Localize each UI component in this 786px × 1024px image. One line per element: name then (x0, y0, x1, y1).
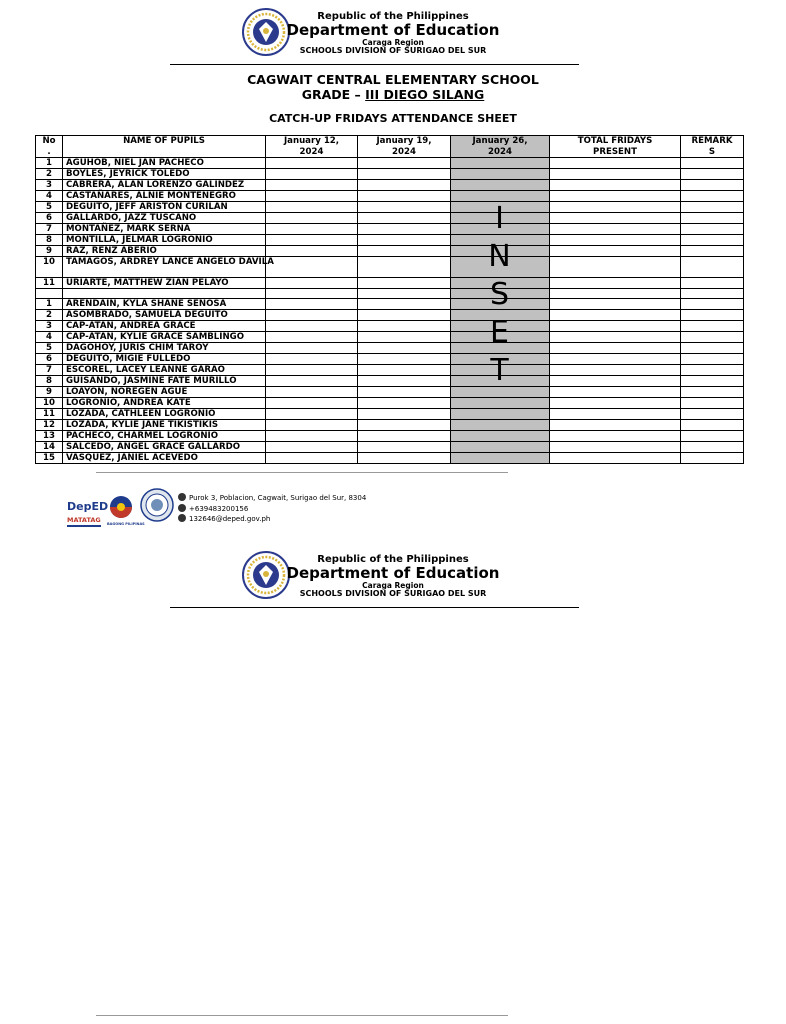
row-number: 5 (36, 202, 63, 213)
total-cell (550, 332, 681, 343)
pupil-name: ASOMBRADO, SAMUELA DEGUITO (63, 310, 266, 321)
remarks-cell (681, 365, 744, 376)
row-number: 12 (36, 420, 63, 431)
attendance-cell-date-2 (358, 431, 451, 442)
table-row (36, 343, 744, 354)
pupil-name: DEGUITO, JEFF ARISTON CURILAN (63, 202, 266, 213)
footer-address: Purok 3, Poblacion, Cagwait, Surigao del Sur, 8304 (189, 494, 367, 502)
attendance-cell-date-2 (358, 257, 451, 278)
total-cell (550, 213, 681, 224)
pupil-name: MONTILLA, JELMAR LOGRONIO (63, 235, 266, 246)
republic-label: Republic of the Philippines (317, 11, 469, 22)
remarks-cell (681, 278, 744, 289)
attendance-cell-date-2 (358, 169, 451, 180)
phone-icon (178, 504, 186, 512)
region-label: Caraga Region (362, 581, 424, 591)
pupil-name: MONTAÑEZ, MARK SERNA (63, 224, 266, 235)
table-row (36, 354, 744, 365)
remarks-cell (681, 169, 744, 180)
attendance-cell-date-1 (266, 191, 358, 202)
attendance-cell-date-1 (266, 158, 358, 169)
attendance-cell-date-2 (358, 354, 451, 365)
attendance-cell-date-1 (266, 409, 358, 420)
row-number: 14 (36, 442, 63, 453)
attendance-cell-date-2 (358, 246, 451, 257)
row-number: 13 (36, 431, 63, 442)
attendance-cell-date-1 (266, 246, 358, 257)
row-number: 5 (36, 343, 63, 354)
pupil-name: RAZ, RENZ ABERIO (63, 246, 266, 257)
total-cell (550, 409, 681, 420)
attendance-cell-date-1 (266, 420, 358, 431)
attendance-cell-date-2 (358, 278, 451, 289)
pupil-name: AGUHOB, NIEL JAN PACHECO (63, 158, 266, 169)
pupil-name: VASQUEZ, JANIEL ACEVEDO (63, 453, 266, 464)
attendance-cell-date-1 (266, 398, 358, 409)
deped-seal-icon (242, 551, 290, 599)
row-number: 11 (36, 409, 63, 420)
separator-row (36, 289, 744, 299)
table-row (36, 191, 744, 202)
total-cell (550, 376, 681, 387)
pupil-name: LOZADA, CATHLEEN LOGRONIO (63, 409, 266, 420)
attendance-cell-date-2 (358, 235, 451, 246)
pupil-name: GUISANDO, JASMINE FATE MURILLO (63, 376, 266, 387)
attendance-cell-date-1 (266, 180, 358, 191)
total-cell (550, 191, 681, 202)
remarks-cell (681, 354, 744, 365)
table-row (36, 299, 744, 310)
row-number: 7 (36, 365, 63, 376)
attendance-cell-date-2 (358, 180, 451, 191)
footer (60, 490, 380, 530)
total-cell (550, 202, 681, 213)
bagong-logo-text: BAGONG PILIPINAS (107, 522, 145, 526)
remarks-cell (681, 246, 744, 257)
attendance-cell-date-1 (266, 376, 358, 387)
school-seal-icon (140, 488, 174, 522)
inset-letter: T (490, 353, 509, 388)
row-number: 7 (36, 224, 63, 235)
attendance-cell-date-1 (266, 453, 358, 464)
inset-vertical-label (450, 200, 549, 390)
attendance-cell-date-2 (358, 453, 451, 464)
pupil-name: LOZADA, KYLIE JANE TIKISTIKIS (63, 420, 266, 431)
row-number: 2 (36, 169, 63, 180)
attendance-cell-date-3 (451, 420, 550, 431)
attendance-cell-date-1 (266, 343, 358, 354)
remarks-cell (681, 376, 744, 387)
col-header-total: TOTAL FRIDAYS PRESENT (550, 136, 681, 158)
attendance-cell-date-2 (358, 343, 451, 354)
table-row (36, 213, 744, 224)
remarks-cell (681, 453, 744, 464)
attendance-cell-date-1 (266, 169, 358, 180)
remarks-cell (681, 158, 744, 169)
col-header-date-1: January 12, 2024 (266, 136, 358, 158)
attendance-cell-date-2 (358, 409, 451, 420)
row-number: 15 (36, 453, 63, 464)
table-row (36, 202, 744, 213)
total-cell (550, 224, 681, 235)
attendance-cell-date-2 (358, 321, 451, 332)
total-cell (550, 278, 681, 289)
total-cell (550, 169, 681, 180)
region-label: Caraga Region (362, 38, 424, 48)
attendance-cell-date-1 (266, 354, 358, 365)
table-row (36, 453, 744, 464)
attendance-cell-date-3 (451, 180, 550, 191)
attendance-cell-date-1 (266, 235, 358, 246)
table-row (36, 409, 744, 420)
letterhead-divider (170, 64, 579, 65)
remarks-cell (681, 409, 744, 420)
letterhead-second-page (0, 543, 768, 613)
remarks-cell (681, 299, 744, 310)
attendance-cell-date-2 (358, 158, 451, 169)
table-row (36, 387, 744, 398)
attendance-cell-date-3 (451, 398, 550, 409)
remarks-cell (681, 235, 744, 246)
attendance-cell-date-1 (266, 278, 358, 289)
inset-letter: S (489, 277, 510, 312)
location-icon (178, 493, 186, 501)
attendance-cell-date-1 (266, 213, 358, 224)
total-cell (550, 442, 681, 453)
attendance-cell-date-2 (358, 420, 451, 431)
deped-matatag-logo-icon (66, 496, 109, 530)
total-cell (550, 453, 681, 464)
attendance-cell-date-1 (266, 431, 358, 442)
grade-prefix: GRADE – (301, 87, 366, 102)
row-number: 6 (36, 354, 63, 365)
attendance-cell-date-2 (358, 202, 451, 213)
remarks-cell (681, 202, 744, 213)
table-row (36, 431, 744, 442)
inset-letter: E (490, 315, 509, 350)
table-row (36, 321, 744, 332)
grade-line (0, 87, 786, 102)
pupil-name: LOAYON, NOREGEN AGUE (63, 387, 266, 398)
attendance-cell-date-2 (358, 365, 451, 376)
remarks-cell (681, 431, 744, 442)
attendance-cell-date-1 (266, 387, 358, 398)
pupil-name: LOGRONIO, ANDREA KATE (63, 398, 266, 409)
attendance-cell-date-3 (451, 431, 550, 442)
attendance-cell-date-1 (266, 310, 358, 321)
attendance-cell-date-2 (358, 310, 451, 321)
total-cell (550, 310, 681, 321)
attendance-cell-date-1 (266, 257, 358, 278)
attendance-cell-date-3 (451, 169, 550, 180)
total-cell (550, 387, 681, 398)
attendance-cell-date-1 (266, 442, 358, 453)
total-cell (550, 398, 681, 409)
remarks-cell (681, 321, 744, 332)
row-number: 10 (36, 398, 63, 409)
col-header-no: No . (36, 136, 63, 158)
table-row (36, 278, 744, 289)
remarks-cell (681, 191, 744, 202)
inset-letter: I (495, 201, 504, 236)
total-cell (550, 158, 681, 169)
total-cell (550, 257, 681, 278)
attendance-cell-date-2 (358, 191, 451, 202)
col-header-name: NAME OF PUPILS (63, 136, 266, 158)
republic-label: Republic of the Philippines (317, 554, 469, 565)
row-number: 6 (36, 213, 63, 224)
remarks-cell (681, 398, 744, 409)
attendance-cell-date-1 (266, 289, 358, 299)
attendance-cell-date-2 (358, 398, 451, 409)
section-name: III DIEGO SILANG (365, 87, 485, 102)
table-header-row (36, 136, 744, 158)
email-icon (178, 514, 186, 522)
attendance-cell-date-1 (266, 299, 358, 310)
table-row (36, 235, 744, 246)
row-number: 3 (36, 321, 63, 332)
row-number: 10 (36, 257, 63, 278)
table-row (36, 169, 744, 180)
total-cell (550, 431, 681, 442)
footer-email[interactable]: 132646@deped.gov.ph (189, 515, 271, 523)
row-number: 4 (36, 332, 63, 343)
letterhead-text (286, 12, 500, 56)
page-bottom-divider (96, 1015, 508, 1016)
pupil-name: CAP-ATAN, KYLIE GRACE SAMBLINGO (63, 332, 266, 343)
remarks-cell (681, 420, 744, 431)
bagong-pilipinas-logo-icon (106, 494, 145, 528)
total-cell (550, 343, 681, 354)
col-header-date-3: January 26, 2024 (451, 136, 550, 158)
pupil-name: CAP-ATAN, ANDREA GRACE (63, 321, 266, 332)
remarks-cell (681, 387, 744, 398)
total-cell (550, 321, 681, 332)
footer-contact (178, 493, 366, 525)
pupil-name: BOYLES, JEYRICK TOLEDO (63, 169, 266, 180)
attendance-cell-date-3 (451, 442, 550, 453)
school-name: CAGWAIT CENTRAL ELEMENTARY SCHOOL (247, 72, 539, 87)
attendance-cell-date-1 (266, 224, 358, 235)
total-cell (550, 299, 681, 310)
footer-phone: +639483200156 (189, 504, 249, 513)
department-label: Department of Education (286, 20, 500, 39)
letterhead-top (0, 0, 768, 70)
row-number: 8 (36, 235, 63, 246)
attendance-cell-date-1 (266, 365, 358, 376)
remarks-cell (681, 343, 744, 354)
remarks-cell (681, 180, 744, 191)
attendance-cell-date-2 (358, 224, 451, 235)
pupil-name: URIARTE, MATTHEW ZIAN PELAYO (63, 278, 266, 289)
total-cell (550, 365, 681, 376)
row-number: 9 (36, 387, 63, 398)
col-header-date-2: January 19, 2024 (358, 136, 451, 158)
total-cell (550, 180, 681, 191)
pupil-name: DAGOHOY, JURIS CHIM TAROY (63, 343, 266, 354)
attendance-cell-date-1 (266, 332, 358, 343)
row-number: 1 (36, 299, 63, 310)
pupil-name: ARENDAIN, KYLA SHANE SENOSA (63, 299, 266, 310)
table-row (36, 257, 744, 278)
attendance-cell-date-3 (451, 409, 550, 420)
table-row (36, 420, 744, 431)
row-number: 8 (36, 376, 63, 387)
row-number: 9 (36, 246, 63, 257)
pupil-name: ESCOREL, LACEY LEANNE GARAO (63, 365, 266, 376)
attendance-cell-date-2 (358, 332, 451, 343)
department-label: Department of Education (286, 563, 500, 582)
table-row (36, 442, 744, 453)
row-number: 4 (36, 191, 63, 202)
table-row (36, 365, 744, 376)
table-row (36, 376, 744, 387)
deped-logo-text: DepED (67, 500, 109, 513)
pupil-name: CASTAÑARES, ALNIE MONTENEGRO (63, 191, 266, 202)
deped-seal-icon (242, 8, 290, 56)
table-row (36, 246, 744, 257)
letterhead-text (286, 555, 500, 599)
division-label: SCHOOLS DIVISION OF SURIGAO DEL SUR (299, 589, 487, 599)
total-cell (550, 235, 681, 246)
attendance-cell-date-3 (451, 158, 550, 169)
attendance-cell-date-2 (358, 376, 451, 387)
remarks-cell (681, 213, 744, 224)
pupil-name: DEGUITO, MIGIE FULLEDO (63, 354, 266, 365)
sheet-title: CATCH-UP FRIDAYS ATTENDANCE SHEET (269, 112, 517, 125)
pupil-name: PACHECO, CHARMEL LOGRONIO (63, 431, 266, 442)
attendance-cell-date-2 (358, 213, 451, 224)
inset-letter: N (488, 239, 511, 274)
table-row (36, 158, 744, 169)
remarks-cell (681, 442, 744, 453)
total-cell (550, 420, 681, 431)
remarks-cell (681, 310, 744, 321)
total-cell (550, 246, 681, 257)
attendance-cell-date-2 (358, 387, 451, 398)
attendance-cell-date-2 (358, 289, 451, 299)
attendance-cell-date-2 (358, 299, 451, 310)
table-row (36, 398, 744, 409)
table-row (36, 310, 744, 321)
remarks-cell (681, 289, 744, 299)
matatag-logo-text: MATATAG (67, 516, 101, 524)
pupil-name: SALCEDO, ANGEL GRACE GALLARDO (63, 442, 266, 453)
table-row (36, 332, 744, 343)
row-number: 2 (36, 310, 63, 321)
attendance-cell-date-2 (358, 442, 451, 453)
total-cell (550, 354, 681, 365)
total-cell (550, 289, 681, 299)
pupil-name: TAMAGOS, ARDREY LANCE ANGELO DAVILA (63, 257, 266, 278)
pupil-name: GALLARDO, JAZZ TUSCANO (63, 213, 266, 224)
table-row (36, 180, 744, 191)
row-number: 11 (36, 278, 63, 289)
letterhead-divider (170, 607, 579, 608)
row-number: 3 (36, 180, 63, 191)
remarks-cell (681, 224, 744, 235)
remarks-cell (681, 332, 744, 343)
pupil-name: CABRERA, ALAN LORENZO GALINDEZ (63, 180, 266, 191)
attendance-cell-date-1 (266, 202, 358, 213)
attendance-table (35, 135, 744, 464)
remarks-cell (681, 257, 744, 278)
row-number (36, 289, 63, 299)
section-divider (96, 472, 508, 473)
attendance-cell-date-1 (266, 321, 358, 332)
col-header-remarks: REMARK S (681, 136, 744, 158)
table-row (36, 224, 744, 235)
attendance-cell-date-3 (451, 453, 550, 464)
row-number: 1 (36, 158, 63, 169)
pupil-name (63, 289, 266, 299)
division-label: SCHOOLS DIVISION OF SURIGAO DEL SUR (299, 46, 487, 56)
